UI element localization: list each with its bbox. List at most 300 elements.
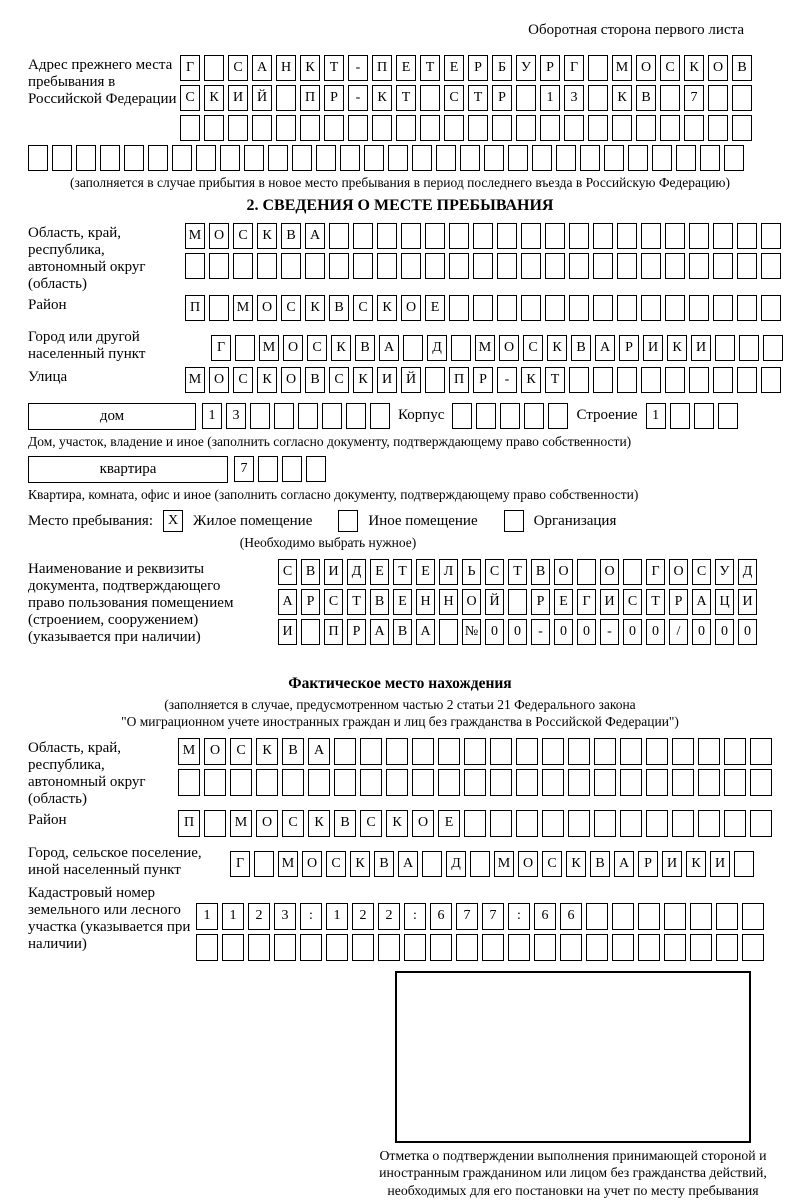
char-cell[interactable]: 1 xyxy=(196,903,218,930)
char-cell[interactable]: С xyxy=(623,589,642,615)
char-cell[interactable] xyxy=(586,934,608,961)
char-cell[interactable] xyxy=(322,403,342,429)
char-cell[interactable] xyxy=(276,115,296,141)
char-cell[interactable] xyxy=(438,738,460,765)
char-cell[interactable]: И xyxy=(710,851,730,877)
char-cell[interactable] xyxy=(623,559,642,585)
char-cell[interactable] xyxy=(724,769,746,796)
char-cell[interactable]: 1 xyxy=(540,85,560,111)
char-cell[interactable] xyxy=(233,253,253,279)
char-cell[interactable] xyxy=(708,85,728,111)
char-cell[interactable]: С xyxy=(542,851,562,877)
char-cell[interactable] xyxy=(456,934,478,961)
char-cell[interactable] xyxy=(689,367,709,393)
char-cell[interactable] xyxy=(690,903,712,930)
char-cell[interactable] xyxy=(282,769,304,796)
char-cell[interactable]: А xyxy=(370,619,389,645)
char-cell[interactable] xyxy=(396,115,416,141)
char-cell[interactable]: 7 xyxy=(456,903,478,930)
char-cell[interactable]: Г xyxy=(577,589,596,615)
char-cell[interactable]: Е xyxy=(444,55,464,81)
char-cell[interactable]: А xyxy=(614,851,634,877)
char-cell[interactable] xyxy=(274,934,296,961)
char-cell[interactable]: А xyxy=(416,619,435,645)
char-cell[interactable] xyxy=(641,367,661,393)
char-cell[interactable]: И xyxy=(643,335,663,361)
char-cell[interactable]: Р xyxy=(301,589,320,615)
char-cell[interactable] xyxy=(252,115,272,141)
char-cell[interactable] xyxy=(532,145,552,171)
char-cell[interactable] xyxy=(761,367,781,393)
char-cell[interactable]: 3 xyxy=(564,85,584,111)
char-cell[interactable]: М xyxy=(475,335,495,361)
char-cell[interactable]: Й xyxy=(485,589,504,615)
char-cell[interactable]: Н xyxy=(439,589,458,615)
char-cell[interactable] xyxy=(230,769,252,796)
char-cell[interactable]: И xyxy=(600,589,619,615)
char-cell[interactable] xyxy=(334,738,356,765)
stay-type-checkbox-checked[interactable]: X xyxy=(163,510,183,532)
char-cell[interactable]: 1 xyxy=(326,903,348,930)
char-cell[interactable] xyxy=(404,934,426,961)
char-cell[interactable]: О xyxy=(401,295,421,321)
char-cell[interactable] xyxy=(617,223,637,249)
char-cell[interactable] xyxy=(545,253,565,279)
char-cell[interactable] xyxy=(560,934,582,961)
char-cell[interactable]: С xyxy=(326,851,346,877)
char-cell[interactable]: 0 xyxy=(738,619,757,645)
char-cell[interactable] xyxy=(617,295,637,321)
char-cell[interactable]: - xyxy=(497,367,517,393)
char-cell[interactable] xyxy=(569,223,589,249)
char-cell[interactable]: 0 xyxy=(715,619,734,645)
char-cell[interactable]: 7 xyxy=(684,85,704,111)
char-cell[interactable] xyxy=(540,115,560,141)
char-cell[interactable]: К xyxy=(257,367,277,393)
char-cell[interactable] xyxy=(196,145,216,171)
char-cell[interactable]: М xyxy=(233,295,253,321)
char-cell[interactable]: О xyxy=(462,589,481,615)
char-cell[interactable] xyxy=(180,115,200,141)
char-cell[interactable]: М xyxy=(259,335,279,361)
char-cell[interactable]: 6 xyxy=(560,903,582,930)
char-cell[interactable]: 0 xyxy=(577,619,596,645)
char-cell[interactable]: - xyxy=(531,619,550,645)
char-cell[interactable] xyxy=(628,145,648,171)
char-cell[interactable]: К xyxy=(372,85,392,111)
char-cell[interactable] xyxy=(372,115,392,141)
char-cell[interactable]: А xyxy=(398,851,418,877)
char-cell[interactable] xyxy=(715,335,735,361)
char-cell[interactable]: А xyxy=(308,738,330,765)
char-cell[interactable] xyxy=(646,810,668,837)
char-cell[interactable] xyxy=(377,253,397,279)
char-cell[interactable] xyxy=(750,738,772,765)
char-cell[interactable]: К xyxy=(257,223,277,249)
char-cell[interactable]: 7 xyxy=(234,456,254,482)
char-cell[interactable]: К xyxy=(667,335,687,361)
char-cell[interactable]: М xyxy=(178,738,200,765)
char-cell[interactable] xyxy=(148,145,168,171)
char-cell[interactable] xyxy=(473,253,493,279)
char-cell[interactable] xyxy=(750,810,772,837)
char-cell[interactable] xyxy=(646,769,668,796)
char-cell[interactable] xyxy=(346,403,366,429)
stay-type-checkbox[interactable] xyxy=(338,510,358,532)
char-cell[interactable] xyxy=(300,934,322,961)
char-cell[interactable]: Е xyxy=(393,589,412,615)
char-cell[interactable] xyxy=(348,115,368,141)
char-cell[interactable] xyxy=(452,403,472,429)
char-cell[interactable] xyxy=(708,115,728,141)
char-cell[interactable] xyxy=(588,115,608,141)
char-cell[interactable] xyxy=(763,335,783,361)
char-cell[interactable]: Т xyxy=(545,367,565,393)
char-cell[interactable]: О xyxy=(518,851,538,877)
char-cell[interactable]: И xyxy=(324,559,343,585)
char-cell[interactable]: П xyxy=(324,619,343,645)
char-cell[interactable] xyxy=(638,903,660,930)
char-cell[interactable] xyxy=(222,934,244,961)
char-cell[interactable] xyxy=(569,295,589,321)
char-cell[interactable]: Е xyxy=(396,55,416,81)
char-cell[interactable]: А xyxy=(595,335,615,361)
char-cell[interactable]: Т xyxy=(347,589,366,615)
char-cell[interactable] xyxy=(425,223,445,249)
char-cell[interactable] xyxy=(676,145,696,171)
char-cell[interactable] xyxy=(670,403,690,429)
char-cell[interactable]: 0 xyxy=(554,619,573,645)
char-cell[interactable]: И xyxy=(228,85,248,111)
char-cell[interactable] xyxy=(724,810,746,837)
char-cell[interactable]: Н xyxy=(276,55,296,81)
char-cell[interactable]: О xyxy=(499,335,519,361)
char-cell[interactable]: И xyxy=(377,367,397,393)
char-cell[interactable] xyxy=(204,810,226,837)
char-cell[interactable] xyxy=(516,769,538,796)
char-cell[interactable] xyxy=(612,934,634,961)
char-cell[interactable] xyxy=(250,403,270,429)
char-cell[interactable] xyxy=(370,403,390,429)
char-cell[interactable]: Г xyxy=(230,851,250,877)
char-cell[interactable] xyxy=(716,934,738,961)
char-cell[interactable] xyxy=(412,738,434,765)
char-cell[interactable]: К xyxy=(305,295,325,321)
char-cell[interactable] xyxy=(28,145,48,171)
char-cell[interactable] xyxy=(401,253,421,279)
char-cell[interactable]: Д xyxy=(347,559,366,585)
char-cell[interactable] xyxy=(235,335,255,361)
char-cell[interactable] xyxy=(521,253,541,279)
char-cell[interactable] xyxy=(228,115,248,141)
char-cell[interactable] xyxy=(588,55,608,81)
char-cell[interactable] xyxy=(568,810,590,837)
char-cell[interactable] xyxy=(698,810,720,837)
char-cell[interactable] xyxy=(713,295,733,321)
char-cell[interactable]: М xyxy=(278,851,298,877)
char-cell[interactable] xyxy=(660,115,680,141)
char-cell[interactable]: Р xyxy=(324,85,344,111)
char-cell[interactable]: М xyxy=(494,851,514,877)
char-cell[interactable] xyxy=(425,253,445,279)
char-cell[interactable] xyxy=(742,903,764,930)
char-cell[interactable] xyxy=(545,223,565,249)
char-cell[interactable]: Е xyxy=(370,559,389,585)
char-cell[interactable]: 2 xyxy=(248,903,270,930)
char-cell[interactable]: В xyxy=(305,367,325,393)
char-cell[interactable]: С xyxy=(230,738,252,765)
char-cell[interactable]: Р xyxy=(531,589,550,615)
char-cell[interactable]: С xyxy=(281,295,301,321)
char-cell[interactable]: О xyxy=(302,851,322,877)
char-cell[interactable]: 7 xyxy=(482,903,504,930)
char-cell[interactable] xyxy=(444,115,464,141)
char-cell[interactable]: Р xyxy=(669,589,688,615)
char-cell[interactable]: 1 xyxy=(222,903,244,930)
char-cell[interactable]: К xyxy=(256,738,278,765)
char-cell[interactable]: К xyxy=(612,85,632,111)
char-cell[interactable]: Р xyxy=(638,851,658,877)
char-cell[interactable]: А xyxy=(278,589,297,615)
char-cell[interactable] xyxy=(196,934,218,961)
char-cell[interactable] xyxy=(281,253,301,279)
char-cell[interactable] xyxy=(422,851,442,877)
char-cell[interactable] xyxy=(244,145,264,171)
char-cell[interactable] xyxy=(732,115,752,141)
char-cell[interactable] xyxy=(568,738,590,765)
char-cell[interactable] xyxy=(542,769,564,796)
char-cell[interactable]: П xyxy=(372,55,392,81)
char-cell[interactable] xyxy=(672,738,694,765)
char-cell[interactable]: 1 xyxy=(646,403,666,429)
char-cell[interactable]: В xyxy=(329,295,349,321)
char-cell[interactable] xyxy=(698,738,720,765)
char-cell[interactable]: С xyxy=(233,223,253,249)
char-cell[interactable]: Д xyxy=(738,559,757,585)
char-cell[interactable] xyxy=(490,769,512,796)
char-cell[interactable] xyxy=(742,934,764,961)
char-cell[interactable]: 2 xyxy=(352,903,374,930)
char-cell[interactable] xyxy=(329,253,349,279)
char-cell[interactable] xyxy=(172,145,192,171)
char-cell[interactable]: : xyxy=(300,903,322,930)
char-cell[interactable] xyxy=(761,223,781,249)
char-cell[interactable]: С xyxy=(692,559,711,585)
char-cell[interactable] xyxy=(713,223,733,249)
char-cell[interactable] xyxy=(672,810,694,837)
char-cell[interactable] xyxy=(292,145,312,171)
char-cell[interactable] xyxy=(209,253,229,279)
char-cell[interactable]: Р xyxy=(347,619,366,645)
char-cell[interactable] xyxy=(449,295,469,321)
char-cell[interactable]: Д xyxy=(427,335,447,361)
char-cell[interactable] xyxy=(750,769,772,796)
char-cell[interactable] xyxy=(326,934,348,961)
char-cell[interactable] xyxy=(473,223,493,249)
char-cell[interactable] xyxy=(258,456,278,482)
char-cell[interactable] xyxy=(377,223,397,249)
char-cell[interactable]: Р xyxy=(473,367,493,393)
char-cell[interactable]: 1 xyxy=(202,403,222,429)
char-cell[interactable]: О xyxy=(708,55,728,81)
char-cell[interactable]: - xyxy=(600,619,619,645)
char-cell[interactable] xyxy=(386,769,408,796)
char-cell[interactable]: Н xyxy=(416,589,435,615)
char-cell[interactable] xyxy=(497,223,517,249)
char-cell[interactable]: С xyxy=(485,559,504,585)
char-cell[interactable] xyxy=(298,403,318,429)
char-cell[interactable] xyxy=(556,145,576,171)
char-cell[interactable] xyxy=(497,253,517,279)
char-cell[interactable]: А xyxy=(252,55,272,81)
char-cell[interactable] xyxy=(638,934,660,961)
char-cell[interactable]: В xyxy=(334,810,356,837)
char-cell[interactable]: Г xyxy=(646,559,665,585)
char-cell[interactable] xyxy=(403,335,423,361)
char-cell[interactable] xyxy=(490,738,512,765)
char-cell[interactable]: О xyxy=(257,295,277,321)
char-cell[interactable] xyxy=(521,223,541,249)
char-cell[interactable]: К xyxy=(331,335,351,361)
char-cell[interactable] xyxy=(470,851,490,877)
char-cell[interactable] xyxy=(617,253,637,279)
char-cell[interactable]: К xyxy=(353,367,373,393)
char-cell[interactable]: К xyxy=(684,55,704,81)
char-cell[interactable]: - xyxy=(348,85,368,111)
char-cell[interactable]: Й xyxy=(401,367,421,393)
char-cell[interactable] xyxy=(388,145,408,171)
char-cell[interactable] xyxy=(516,810,538,837)
char-cell[interactable] xyxy=(204,115,224,141)
char-cell[interactable] xyxy=(451,335,471,361)
char-cell[interactable]: О xyxy=(281,367,301,393)
char-cell[interactable]: 6 xyxy=(534,903,556,930)
char-cell[interactable] xyxy=(276,85,296,111)
char-cell[interactable]: В xyxy=(374,851,394,877)
char-cell[interactable] xyxy=(761,295,781,321)
char-cell[interactable] xyxy=(593,223,613,249)
char-cell[interactable]: М xyxy=(185,367,205,393)
char-cell[interactable]: : xyxy=(508,903,530,930)
char-cell[interactable] xyxy=(305,253,325,279)
char-cell[interactable] xyxy=(430,934,452,961)
char-cell[interactable] xyxy=(340,145,360,171)
char-cell[interactable] xyxy=(209,295,229,321)
char-cell[interactable] xyxy=(690,934,712,961)
char-cell[interactable] xyxy=(689,223,709,249)
char-cell[interactable] xyxy=(564,115,584,141)
char-cell[interactable]: О xyxy=(204,738,226,765)
char-cell[interactable] xyxy=(737,367,757,393)
char-cell[interactable]: С xyxy=(278,559,297,585)
char-cell[interactable]: Ь xyxy=(462,559,481,585)
char-cell[interactable]: К xyxy=(386,810,408,837)
char-cell[interactable] xyxy=(352,934,374,961)
char-cell[interactable] xyxy=(713,253,733,279)
char-cell[interactable] xyxy=(593,367,613,393)
char-cell[interactable] xyxy=(524,403,544,429)
char-cell[interactable] xyxy=(545,295,565,321)
char-cell[interactable] xyxy=(329,223,349,249)
char-cell[interactable] xyxy=(672,769,694,796)
char-cell[interactable]: Т xyxy=(508,559,527,585)
char-cell[interactable] xyxy=(604,145,624,171)
char-cell[interactable] xyxy=(737,295,757,321)
char-cell[interactable]: И xyxy=(691,335,711,361)
char-cell[interactable]: О xyxy=(554,559,573,585)
char-cell[interactable]: 0 xyxy=(623,619,642,645)
char-cell[interactable]: И xyxy=(738,589,757,615)
char-cell[interactable] xyxy=(449,253,469,279)
char-cell[interactable]: О xyxy=(283,335,303,361)
char-cell[interactable]: С xyxy=(180,85,200,111)
char-cell[interactable] xyxy=(700,145,720,171)
char-cell[interactable] xyxy=(468,115,488,141)
char-cell[interactable]: В xyxy=(301,559,320,585)
char-cell[interactable] xyxy=(612,115,632,141)
char-cell[interactable]: С xyxy=(228,55,248,81)
char-cell[interactable] xyxy=(534,934,556,961)
char-cell[interactable]: П xyxy=(449,367,469,393)
char-cell[interactable] xyxy=(492,115,512,141)
char-cell[interactable] xyxy=(52,145,72,171)
char-cell[interactable] xyxy=(737,223,757,249)
char-cell[interactable] xyxy=(593,253,613,279)
char-cell[interactable] xyxy=(689,253,709,279)
char-cell[interactable] xyxy=(617,367,637,393)
char-cell[interactable]: О xyxy=(256,810,278,837)
char-cell[interactable] xyxy=(724,145,744,171)
char-cell[interactable] xyxy=(124,145,144,171)
char-cell[interactable] xyxy=(301,619,320,645)
char-cell[interactable]: - xyxy=(348,55,368,81)
char-cell[interactable] xyxy=(548,403,568,429)
char-cell[interactable]: № xyxy=(462,619,481,645)
char-cell[interactable] xyxy=(100,145,120,171)
char-cell[interactable] xyxy=(378,934,400,961)
char-cell[interactable]: Р xyxy=(540,55,560,81)
char-cell[interactable] xyxy=(484,145,504,171)
char-cell[interactable]: Е xyxy=(438,810,460,837)
char-cell[interactable]: А xyxy=(305,223,325,249)
char-cell[interactable] xyxy=(420,115,440,141)
char-cell[interactable]: Е xyxy=(416,559,435,585)
char-cell[interactable]: С xyxy=(660,55,680,81)
char-cell[interactable] xyxy=(449,223,469,249)
char-cell[interactable] xyxy=(612,903,634,930)
char-cell[interactable]: Р xyxy=(619,335,639,361)
char-cell[interactable] xyxy=(734,851,754,877)
char-cell[interactable]: Т xyxy=(468,85,488,111)
char-cell[interactable] xyxy=(256,769,278,796)
char-cell[interactable] xyxy=(508,145,528,171)
char-cell[interactable] xyxy=(482,934,504,961)
char-cell[interactable] xyxy=(364,145,384,171)
char-cell[interactable]: В xyxy=(636,85,656,111)
char-cell[interactable]: / xyxy=(669,619,688,645)
char-cell[interactable]: Т xyxy=(646,589,665,615)
char-cell[interactable] xyxy=(76,145,96,171)
char-cell[interactable] xyxy=(439,619,458,645)
char-cell[interactable] xyxy=(516,85,536,111)
char-cell[interactable] xyxy=(306,456,326,482)
char-cell[interactable] xyxy=(473,295,493,321)
char-cell[interactable]: Е xyxy=(554,589,573,615)
char-cell[interactable] xyxy=(308,769,330,796)
char-cell[interactable]: В xyxy=(571,335,591,361)
char-cell[interactable]: 0 xyxy=(646,619,665,645)
stay-type-checkbox[interactable] xyxy=(504,510,524,532)
